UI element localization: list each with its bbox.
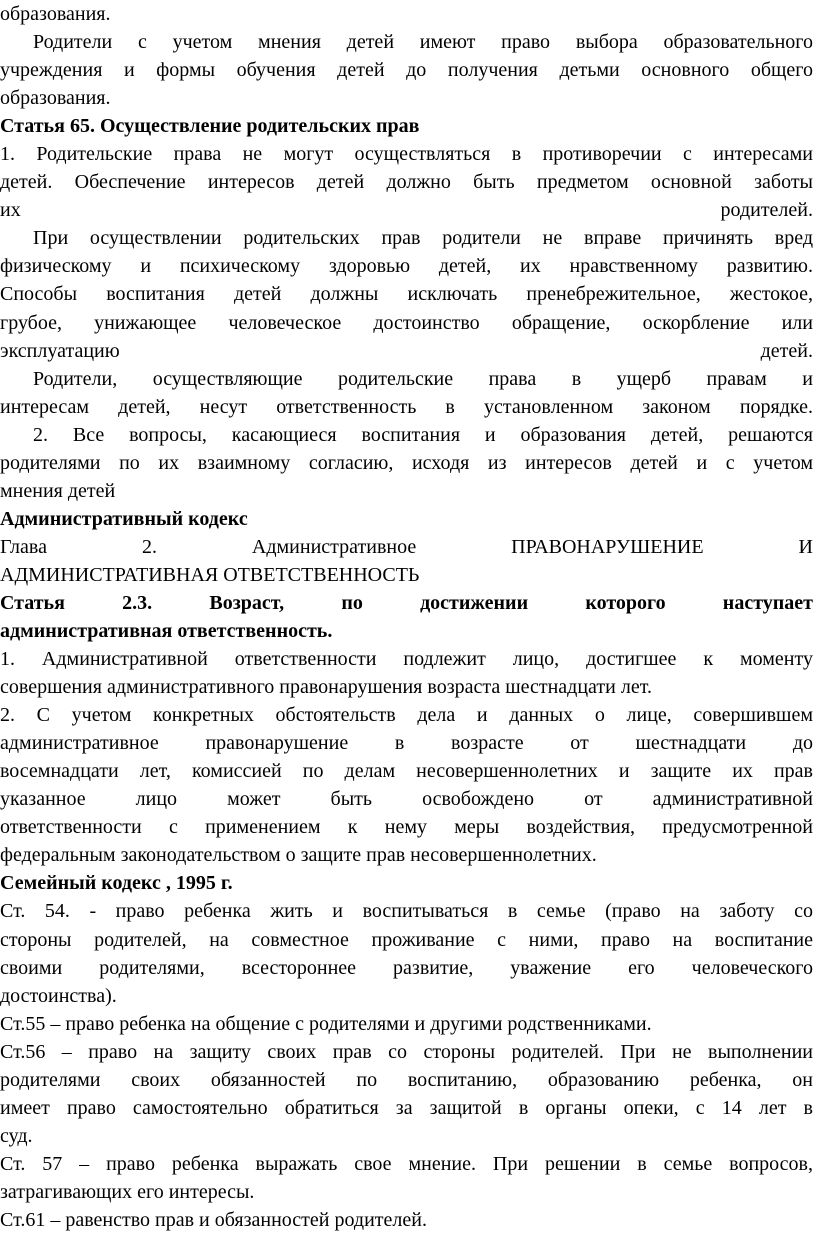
- section-heading: Семейный кодекс , 1995 г.: [0, 872, 233, 895]
- text-line: достоинства).: [0, 984, 117, 1007]
- text-line: Ст. 54. - право ребенка жить и воспитываться в семье (право на заботу со: [0, 900, 813, 923]
- text-line: эксплуатацию детей.: [0, 339, 813, 362]
- article-heading: Статья 65. Осуществление родительских прав: [0, 115, 420, 138]
- text-line: Ст.61 – равенство прав и обязанностей родителей.: [0, 1208, 427, 1231]
- text-line: Ст.55 – право ребенка на общение с родителями и другими родственниками.: [0, 1012, 652, 1035]
- text-line: грубое, унижающее человеческое достоинство обращение, оскорбление или: [0, 311, 813, 334]
- paragraph-first-line: 2. Все вопросы, касающиеся воспитания и образования детей, решаются: [33, 423, 813, 446]
- article-heading: административная ответственность.: [0, 620, 333, 642]
- text-line: образования.: [0, 87, 111, 110]
- text-line: родителями своих обязанностей по воспитанию, образованию ребенка, он: [0, 1068, 813, 1091]
- text-line: суд.: [0, 1124, 33, 1147]
- text-line: указанное лицо может быть освобождено от административной: [0, 788, 813, 811]
- chapter-heading: АДМИНИСТРАТИВНАЯ ОТВЕТСТВЕННОСТЬ: [0, 563, 420, 586]
- text-line: совершения административного правонарушения возраста шестнадцати лет.: [0, 676, 652, 699]
- text-line: физическому и психическому здоровью детей, их нравственному развитию.: [0, 255, 813, 278]
- text-line: образования.: [0, 3, 111, 25]
- text-line: их родителей.: [0, 199, 813, 222]
- text-line: детей. Обеспечение интересов детей должно быть предметом основной заботы: [0, 171, 813, 194]
- text-line: затрагивающих его интересы.: [0, 1180, 255, 1203]
- text-line: 1. Административной ответственности подлежит лицо, достигшее к моменту: [0, 648, 813, 671]
- text-line: учреждения и формы обучения детей до получения детьми основного общего: [0, 59, 813, 82]
- text-line: Способы воспитания детей должны исключать пренебрежительное, жестокое,: [0, 283, 813, 306]
- text-line: Ст.56 – право на защиту своих прав со стороны родителей. При не выполнении: [0, 1040, 813, 1063]
- paragraph-first-line: Родители, осуществляющие родительские права в ущерб правам и: [33, 367, 813, 390]
- text-line: мнения детей: [0, 479, 116, 502]
- text-line: интересам детей, несут ответственность в установленном законом порядке.: [0, 395, 813, 418]
- text-line: федеральным законодательством о защите прав несовершеннолетних.: [0, 844, 597, 867]
- paragraph-first-line: При осуществлении родительских прав родители не вправе причинять вред: [33, 227, 813, 250]
- chapter-heading: Глава 2. Административное ПРАВОНАРУШЕНИЕ И: [0, 535, 813, 558]
- text-line: ответственности с применением к нему меры воздействия, предусмотренной: [0, 816, 813, 839]
- text-line: 1. Родительские права не могут осуществляться в противоречии с интересами: [0, 143, 813, 166]
- text-line: имеет право самостоятельно обратиться за защитой в органы опеки, с 14 лет в: [0, 1096, 813, 1119]
- section-heading: Административный кодекс: [0, 507, 248, 530]
- text-line: родителями по их взаимному согласию, исходя из интересов детей и с учетом: [0, 451, 813, 474]
- text-line: восемнадцати лет, комиссией по делам несовершеннолетних и защите их прав: [0, 760, 813, 783]
- text-line: административное правонарушение в возрасте от шестнадцати до: [0, 732, 813, 755]
- article-heading: Статья 2.3. Возраст, по достижении которого наступает: [0, 591, 813, 614]
- paragraph-first-line: Родители с учетом мнения детей имеют право выбора образовательного: [33, 31, 813, 54]
- text-line: Ст. 57 – право ребенка выражать свое мнение. При решении в семье вопросов,: [0, 1152, 813, 1175]
- text-line: 2. С учетом конкретных обстоятельств дела и данных о лице, совершившем: [0, 704, 813, 727]
- text-line: стороны родителей, на совместное проживание с ними, право на воспитание: [0, 928, 813, 951]
- text-line: своими родителями, всестороннее развитие, уважение его человеческого: [0, 956, 813, 979]
